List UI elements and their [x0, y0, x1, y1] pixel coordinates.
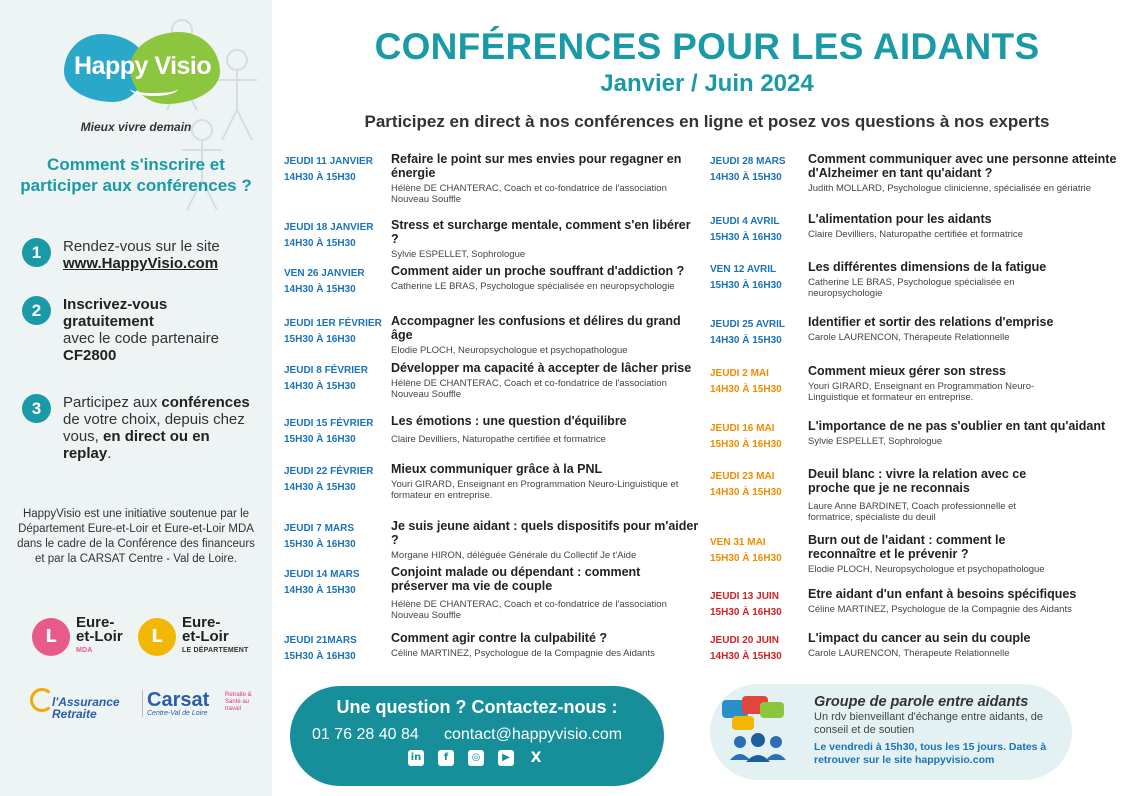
conference-day: JEUDI 23 MAI — [710, 471, 775, 482]
conference-speaker: Catherine LE BRAS, Psychologue spécialisée en neuropsychologie — [391, 281, 675, 292]
conference-day: JEUDI 21MARS — [284, 635, 357, 646]
conference-time: 14H30 À 15H30 — [284, 172, 356, 183]
conference-time: 14H30 À 15H30 — [710, 172, 782, 183]
conference-speaker: Sylvie ESPELLET, Sophrologue — [808, 436, 943, 447]
initiative-text: HappyVisio est une initiative soutenue par le Département Eure-et-Loir et Eure-et-Loir MDA dans le cadre de la Conférence des financeurs et par la CARSAT Centre - Val de Loire. — [17, 508, 255, 565]
conference-day: JEUDI 2 MAI — [710, 368, 769, 379]
conference-time: 14H30 À 15H30 — [284, 284, 356, 295]
conference-time: 15H30 À 16H30 — [710, 553, 782, 564]
step-number-2: 2 — [22, 296, 51, 325]
group-description: Un rdv bienveillant d'échange entre aidants, de conseil et de soutien — [814, 711, 1043, 736]
step-number-1: 1 — [22, 238, 51, 267]
conference-title: L'importance de ne pas s'oublier en tant qu'aidant — [808, 419, 1106, 433]
conference-speaker: Youri GIRARD, Enseignant en Programmation Neuro-Linguistique et formateur en entreprise. — [808, 381, 1035, 403]
conference-time: 14H30 À 15H30 — [710, 335, 782, 346]
conference-time: 14H30 À 15H30 — [284, 381, 356, 392]
conference-title: Accompagner les confusions et délires du grand âge — [391, 314, 681, 342]
conference-speaker: Claire Devilliers, Naturopathe certifiée et formatrice — [391, 434, 606, 445]
conference-day: JEUDI 25 AVRIL — [710, 319, 786, 330]
contact-email[interactable]: contact@happyvisio.com — [444, 726, 623, 743]
conference-title: Etre aidant d'un enfant à besoins spécifiques — [808, 587, 1077, 601]
facebook-icon[interactable]: f — [438, 750, 454, 766]
conference-time: 14H30 À 15H30 — [284, 482, 356, 493]
step-1-text: Rendez-vous sur le site — [63, 238, 220, 255]
x-icon[interactable]: X — [530, 750, 542, 766]
conference-title: Comment aider un proche souffrant d'addiction ? — [391, 264, 685, 278]
conference-speaker: Carole LAURENCON, Thérapeute Relationnelle — [808, 332, 1010, 343]
conference-title: L'alimentation pour les aidants — [808, 212, 992, 226]
conference-time: 14H30 À 15H30 — [710, 651, 782, 662]
conference-day: JEUDI 18 JANVIER — [284, 222, 374, 233]
conference-title: Identifier et sortir des relations d'emprise — [808, 315, 1054, 329]
conference-title: Mieux communiquer grâce à la PNL — [391, 462, 603, 476]
conference-speaker: Laure Anne BARDINET, Coach professionnelle et formatrice, spécialiste du deuil — [808, 501, 1017, 523]
partner-code: CF2800 — [63, 347, 117, 364]
assurance-swoosh-icon — [30, 688, 54, 712]
conference-speaker: Hélène DE CHANTERAC, Coach et co-fondatrice de l'association Nouveau Souffle — [391, 183, 667, 205]
conference-time: 15H30 À 16H30 — [284, 539, 356, 550]
conference-time: 14H30 À 15H30 — [710, 487, 782, 498]
conference-day: JEUDI 20 JUIN — [710, 635, 779, 646]
conference-speaker: Morgane HIRON, déléguée Générale du Collectif Je t'Aide — [391, 550, 637, 561]
step-number-3: 3 — [22, 394, 51, 423]
conference-day: VEN 31 MAI — [710, 537, 766, 548]
intro-text: Participez en direct à nos conférences en ligne et posez vos questions à nos experts — [364, 112, 1050, 131]
social-links — [408, 750, 544, 766]
group-title: Groupe de parole entre aidants — [814, 694, 1029, 710]
conference-title: Les différentes dimensions de la fatigue — [808, 260, 1047, 274]
conference-time: 14H30 À 15H30 — [284, 238, 356, 249]
conference-day: VEN 26 JANVIER — [284, 268, 365, 279]
mda-logo-icon: L — [32, 618, 70, 656]
conference-speaker: Judith MOLLARD, Psychologue clinicienne, spécialisée en gériatrie — [808, 183, 1092, 194]
youtube-icon[interactable]: ▶ — [498, 750, 514, 766]
conference-time: 15H30 À 16H30 — [710, 280, 782, 291]
step-2-title: Inscrivez-vous gratuitement — [63, 296, 168, 330]
conference-title: L'impact du cancer au sein du couple — [808, 631, 1031, 645]
happyvisio-logo: Happy Visio — [60, 32, 220, 107]
conference-title: Conjoint malade ou dépendant : comment préserver ma vie de couple — [391, 565, 641, 593]
sidebar: Happy Visio Mieux vivre demain Comment s'inscrire et participer aux conférences ? 1 Rendez-vous sur le site www.HappyVisio.com 2 Inscrivez-vous gratuitement avec le code partenaire CF2800 3 Participez aux conférences de votre choix, depuis chez vous, en direct ou en replay. HappyVisio est une initiative soutenue par le Département Eure-et-Loir et Eure-et-Loir MDA dans le cadre de la Conférence des financeurs et par la CARSAT Centre - Val de Loire. L Eure- et-Loir MDA L Eure- et-Loir LE DÉPARTEMENT l'Assurance Retraite Carsat Retraite & Santé au travail Centre-Val de Loire — [0, 0, 272, 796]
conference-day: JEUDI 13 JUIN — [710, 591, 779, 602]
conference-speaker: Hélène DE CHANTERAC, Coach et co-fondatrice de l'association Nouveau Souffle — [391, 599, 667, 621]
conference-time: 15H30 À 16H30 — [284, 334, 356, 345]
conference-day: JEUDI 22 FÉVRIER — [284, 466, 374, 477]
conference-day: JEUDI 28 MARS — [710, 156, 786, 167]
step-2-text: avec le code partenaire — [63, 330, 219, 347]
conference-speaker: Elodie PLOCH, Neuropsychologue et psychopathologue — [391, 345, 628, 356]
conference-title: Comment mieux gérer son stress — [808, 364, 1006, 378]
eure-et-loir-departement-logo: L Eure- et-Loir LE DÉPARTEMENT — [138, 616, 248, 658]
conference-time: 15H30 À 16H30 — [710, 232, 782, 243]
conference-speaker: Catherine LE BRAS, Psychologue spécialisée en neuropsychologie — [808, 277, 1015, 299]
website-link[interactable]: www.HappyVisio.com — [63, 255, 219, 272]
how-to-register-title: Comment s'inscrire et participer aux conférences ? — [20, 155, 252, 195]
conference-speaker: Sylvie ESPELLET, Sophrologue — [391, 249, 526, 260]
conference-time: 15H30 À 16H30 — [710, 439, 782, 450]
page-title: CONFÉRENCES POUR LES AIDANTS — [374, 26, 1040, 67]
conference-speaker: Hélène DE CHANTERAC, Coach et co-fondatrice de l'association Nouveau Souffle — [391, 378, 667, 400]
support-group-panel — [710, 684, 1072, 780]
conference-day: JEUDI 7 MARS — [284, 523, 355, 534]
conference-time: 14H30 À 15H30 — [284, 585, 356, 596]
speech-bubbles-group-icon — [720, 696, 800, 766]
instagram-icon[interactable]: ◎ — [468, 750, 484, 766]
conference-day: JEUDI 16 MAI — [710, 423, 775, 434]
tagline: Mieux vivre demain — [80, 120, 192, 134]
conference-day: VEN 12 AVRIL — [710, 264, 777, 275]
conference-day: JEUDI 8 FÉVRIER — [284, 365, 368, 376]
linkedin-icon[interactable]: in — [408, 750, 424, 766]
conference-day: JEUDI 14 MARS — [284, 569, 360, 580]
conference-speaker: Carole LAURENCON, Thérapeute Relationnelle — [808, 648, 1010, 659]
conference-title: Refaire le point sur mes envies pour regagner en énergie — [391, 152, 682, 180]
conference-time: 15H30 À 16H30 — [284, 651, 356, 662]
conference-day: JEUDI 11 JANVIER — [284, 156, 373, 167]
conference-title: Je suis jeune aidant : quels dispositifs pour m'aider ? — [391, 519, 699, 547]
conference-speaker: Claire Devilliers, Naturopathe certifiée et formatrice — [808, 229, 1023, 240]
group-schedule: Le vendredi à 15h30, tous les 15 jours. Dates à retrouver sur le site happyvisio.com — [814, 741, 1047, 766]
conference-time: 15H30 À 16H30 — [284, 434, 356, 445]
carsat-logo: Carsat Retraite & Santé au travail Centre-Val de Loire — [142, 690, 209, 717]
departement-logo-icon: L — [138, 618, 176, 656]
page-subtitle: Janvier / Juin 2024 — [600, 70, 814, 97]
contact-panel — [290, 686, 664, 786]
conference-title: Stress et surcharge mentale, comment s'en libérer ? — [391, 218, 691, 246]
contact-title: Une question ? Contactez-nous : — [336, 697, 618, 717]
conference-title: Développer ma capacité à accepter de lâcher prise — [391, 361, 692, 375]
conference-speaker: Céline MARTINEZ, Psychologue de la Compagnie des Aidants — [391, 648, 655, 659]
conference-day: JEUDI 15 FÉVRIER — [284, 418, 374, 429]
conference-title: Deuil blanc : vivre la relation avec ce proche que je ne reconnais — [808, 467, 1027, 495]
conference-title: Les émotions : une question d'équilibre — [391, 414, 627, 428]
contact-phone[interactable]: 01 76 28 40 84 — [312, 726, 419, 743]
conference-day: JEUDI 4 AVRIL — [710, 216, 780, 227]
conference-speaker: Elodie PLOCH, Neuropsychologue et psychopathologue — [808, 564, 1045, 575]
eure-et-loir-mda-logo: L Eure- et-Loir MDA — [32, 616, 123, 658]
conference-speaker: Youri GIRARD, Enseignant en Programmation Neuro-Linguistique et formateur en entreprise. — [391, 479, 679, 501]
conference-time: 15H30 À 16H30 — [710, 607, 782, 618]
conference-title: Comment communiquer avec une personne atteinte d'Alzheimer en tant qu'aidant ? — [808, 152, 1117, 180]
conference-time: 14H30 À 15H30 — [710, 384, 782, 395]
conference-title: Comment agir contre la culpabilité ? — [391, 631, 608, 645]
assurance-retraite-logo: l'Assurance Retraite — [30, 684, 134, 724]
conference-speaker: Céline MARTINEZ, Psychologue de la Compagnie des Aidants — [808, 604, 1072, 615]
conference-day: JEUDI 1ER FÉVRIER — [284, 318, 382, 329]
conference-title: Burn out de l'aidant : comment le reconnaître et le prévenir ? — [808, 533, 1006, 561]
